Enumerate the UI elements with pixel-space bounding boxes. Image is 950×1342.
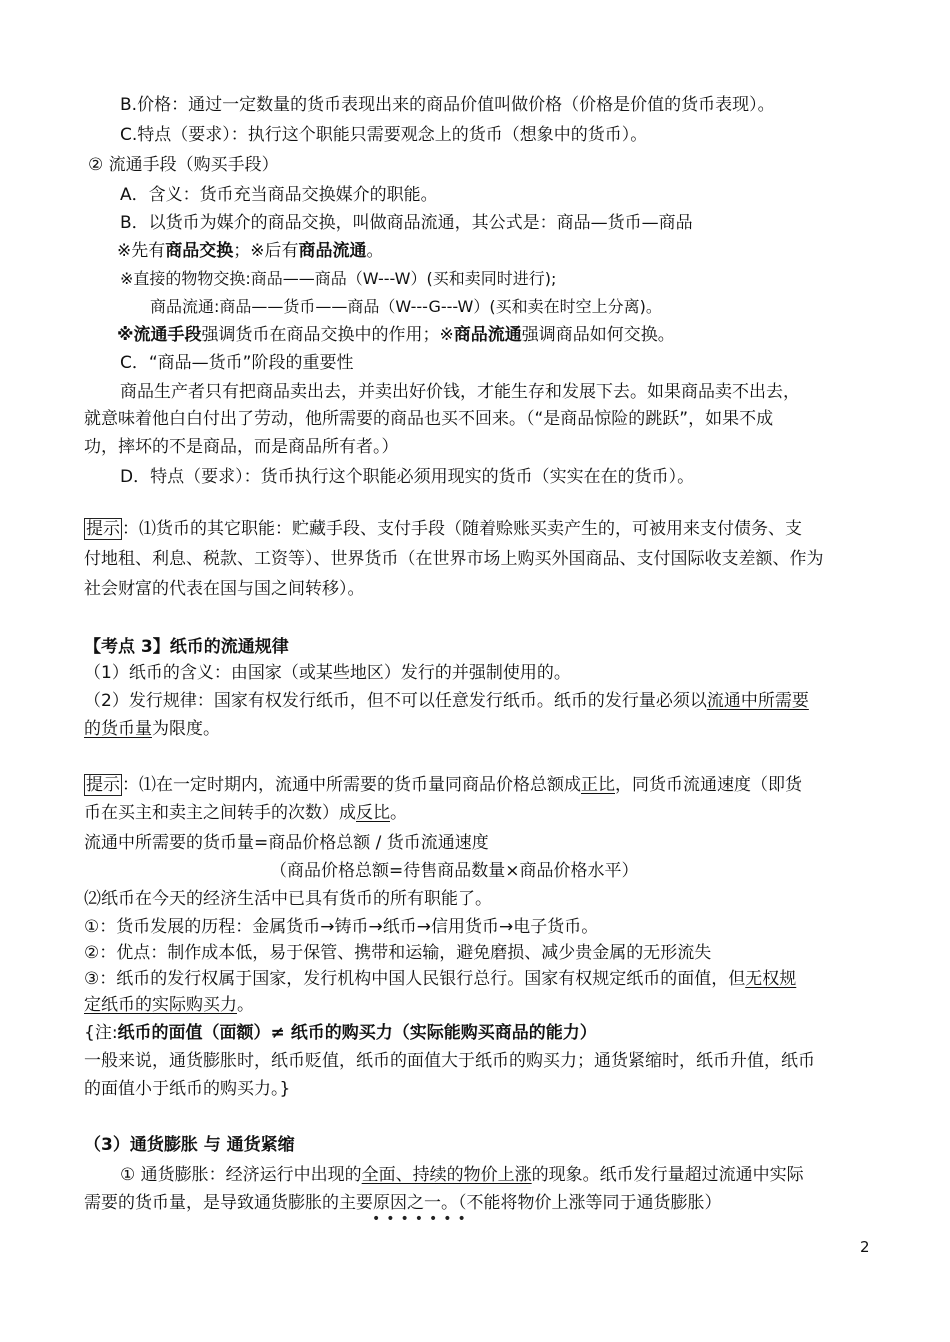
text-span: （2）发行规律：国家有权发行纸币，但不可以任意发行纸币。纸币的发行量必须以 [84,691,707,711]
text-line: ※直接的物物交换:商品——商品（W---W）(买和卖同时进行); [120,269,557,288]
text-span: 为限度。 [152,719,220,739]
text-span: 。 [237,995,254,1015]
text-line [84,690,809,712]
tip-line [84,774,802,796]
text-span: ：⑴在一定时期内，流通中所需要的货币量同商品价格总额成 [122,775,581,795]
text-span: ；※后有 [233,241,299,261]
underlined-term: 正比 [581,775,615,795]
bold-term: 纸币的面值（面额）≠ 纸币的购买力（实际能购买商品的能力） [117,1023,597,1043]
text-line: 需要的货币量，是导致通货膨胀的主要原因之一。（不能将物价上涨等同于通货膨胀） [84,1193,722,1213]
text-line [84,968,796,990]
text-line: （1）纸币的含义：由国家（或某些地区）发行的并强制使用的。 [84,663,571,683]
formula-line: （商品价格总额=待售商品数量×商品价格水平） [270,861,639,881]
underlined-term: 反比 [356,803,390,823]
section-heading: ② 流通手段（购买手段） [88,155,279,175]
text-line: B．以货币为媒介的商品交换，叫做商品流通，其公式是：商品—货币—商品 [120,213,693,233]
emphasis-dots: ••••••• [372,1211,472,1227]
text-span: ③：纸币的发行权属于国家，发行机构中国人民银行总行。国家有权规定纸币的面值，但 [84,969,746,989]
tip-label: 提示 [86,519,120,539]
text-line [120,1164,804,1186]
text-line: ⑵纸币在今天的经济生活中已具有货币的所有职能了。 [84,889,492,909]
text-span: 强调商品如何交换。 [521,325,675,345]
underlined-term: 全面、持续的物价上涨 [361,1165,532,1185]
text-line: 商品流通:商品——货币——商品（W---G---W）(买和卖在时空上分离)。 [150,297,662,316]
text-span: ① 通货膨胀：经济运行中出现的 [120,1165,362,1185]
text-line [84,994,254,1016]
text-line: B.价格：通过一定数量的货币表现出来的商品价值叫做价格（价格是价值的货币表现）。 [120,95,775,115]
page-number: 2 [860,1238,870,1256]
text-span: 。 [390,803,407,823]
text-line [117,240,384,262]
text-span: 。 [366,241,384,261]
text-line: C.特点（要求）：执行这个职能只需要观念上的货币（想象中的货币）。 [120,125,648,145]
note-line [84,1022,597,1044]
tip-label: 提示 [86,775,120,795]
text-line [117,324,675,346]
text-line: 商品生产者只有把商品卖出去，并卖出好价钱，才能生存和发展下去。如果商品卖不出去， [120,382,800,402]
text-line: 就意味着他白白付出了劳动，他所需要的商品也买不回来。（“是商品惊险的跳跃”，如果不成 [84,409,774,429]
text-span: 强调货币在商品交换中的作用；※ [201,325,454,345]
section-heading: （3）通货膨胀 与 通货紧缩 [84,1135,295,1155]
bold-term: ※流通手段 [117,325,202,345]
text-line: ②：优点：制作成本低，易于保管、携带和运输，避免磨损、减少贵金属的无形流失 [84,943,712,963]
text-line [84,718,220,740]
text-line: A．含义：货币充当商品交换媒介的职能。 [120,185,438,205]
underlined-term: 定纸币的实际购买力 [84,995,237,1015]
text-line: 功，摔坏的不是商品，而是商品所有者。） [84,437,399,457]
text-line: D．特点（要求）：货币执行这个职能必须用现实的货币（实实在在的货币）。 [120,467,695,487]
text-line: 的面值小于纸币的购买力。} [84,1079,291,1099]
bold-term: 商品交换 [165,241,234,261]
formula-line: 流通中所需要的货币量=商品价格总额 / 货币流通速度 [84,833,489,853]
bold-term: 商品流通 [453,325,522,345]
underlined-term: 的货币量 [84,719,152,739]
bold-term: 商品流通 [298,241,367,261]
text-line: ①：货币发展的历程：金属货币→铸币→纸币→信用货币→电子货币。 [84,917,599,937]
text-span: ：⑴货币的其它职能：贮藏手段、支付手段（随着赊账买卖产生的，可被用来支付债务、支 [122,519,802,539]
text-line: 一般来说，通货膨胀时，纸币贬值，纸币的面值大于纸币的购买力；通货紧缩时，纸币升值，纸币 [84,1051,815,1071]
text-line: 社会财富的代表在国与国之间转移）。 [84,579,365,599]
section-heading: 【考点 3】纸币的流通规律 [84,637,289,657]
tip-line [84,518,802,540]
text-line: 付地租、利息、税款、工资等）、世界货币（在世界市场上购买外国商品、支付国际收支差额、作为 [84,549,824,569]
text-span: ，同货币流通速度（即货 [615,775,802,795]
underlined-term: 流通中所需要 [706,691,809,711]
text-line [84,802,407,824]
text-span: 的现象。纸币发行量超过流通中实际 [531,1165,804,1185]
text-span: 币在买主和卖主之间转手的次数）成 [84,803,356,823]
text-line: C．“商品—货币”阶段的重要性 [120,353,354,373]
text-span: {注: [84,1023,118,1043]
text-span: ※先有 [117,241,166,261]
underlined-term: 无权规 [745,969,797,989]
